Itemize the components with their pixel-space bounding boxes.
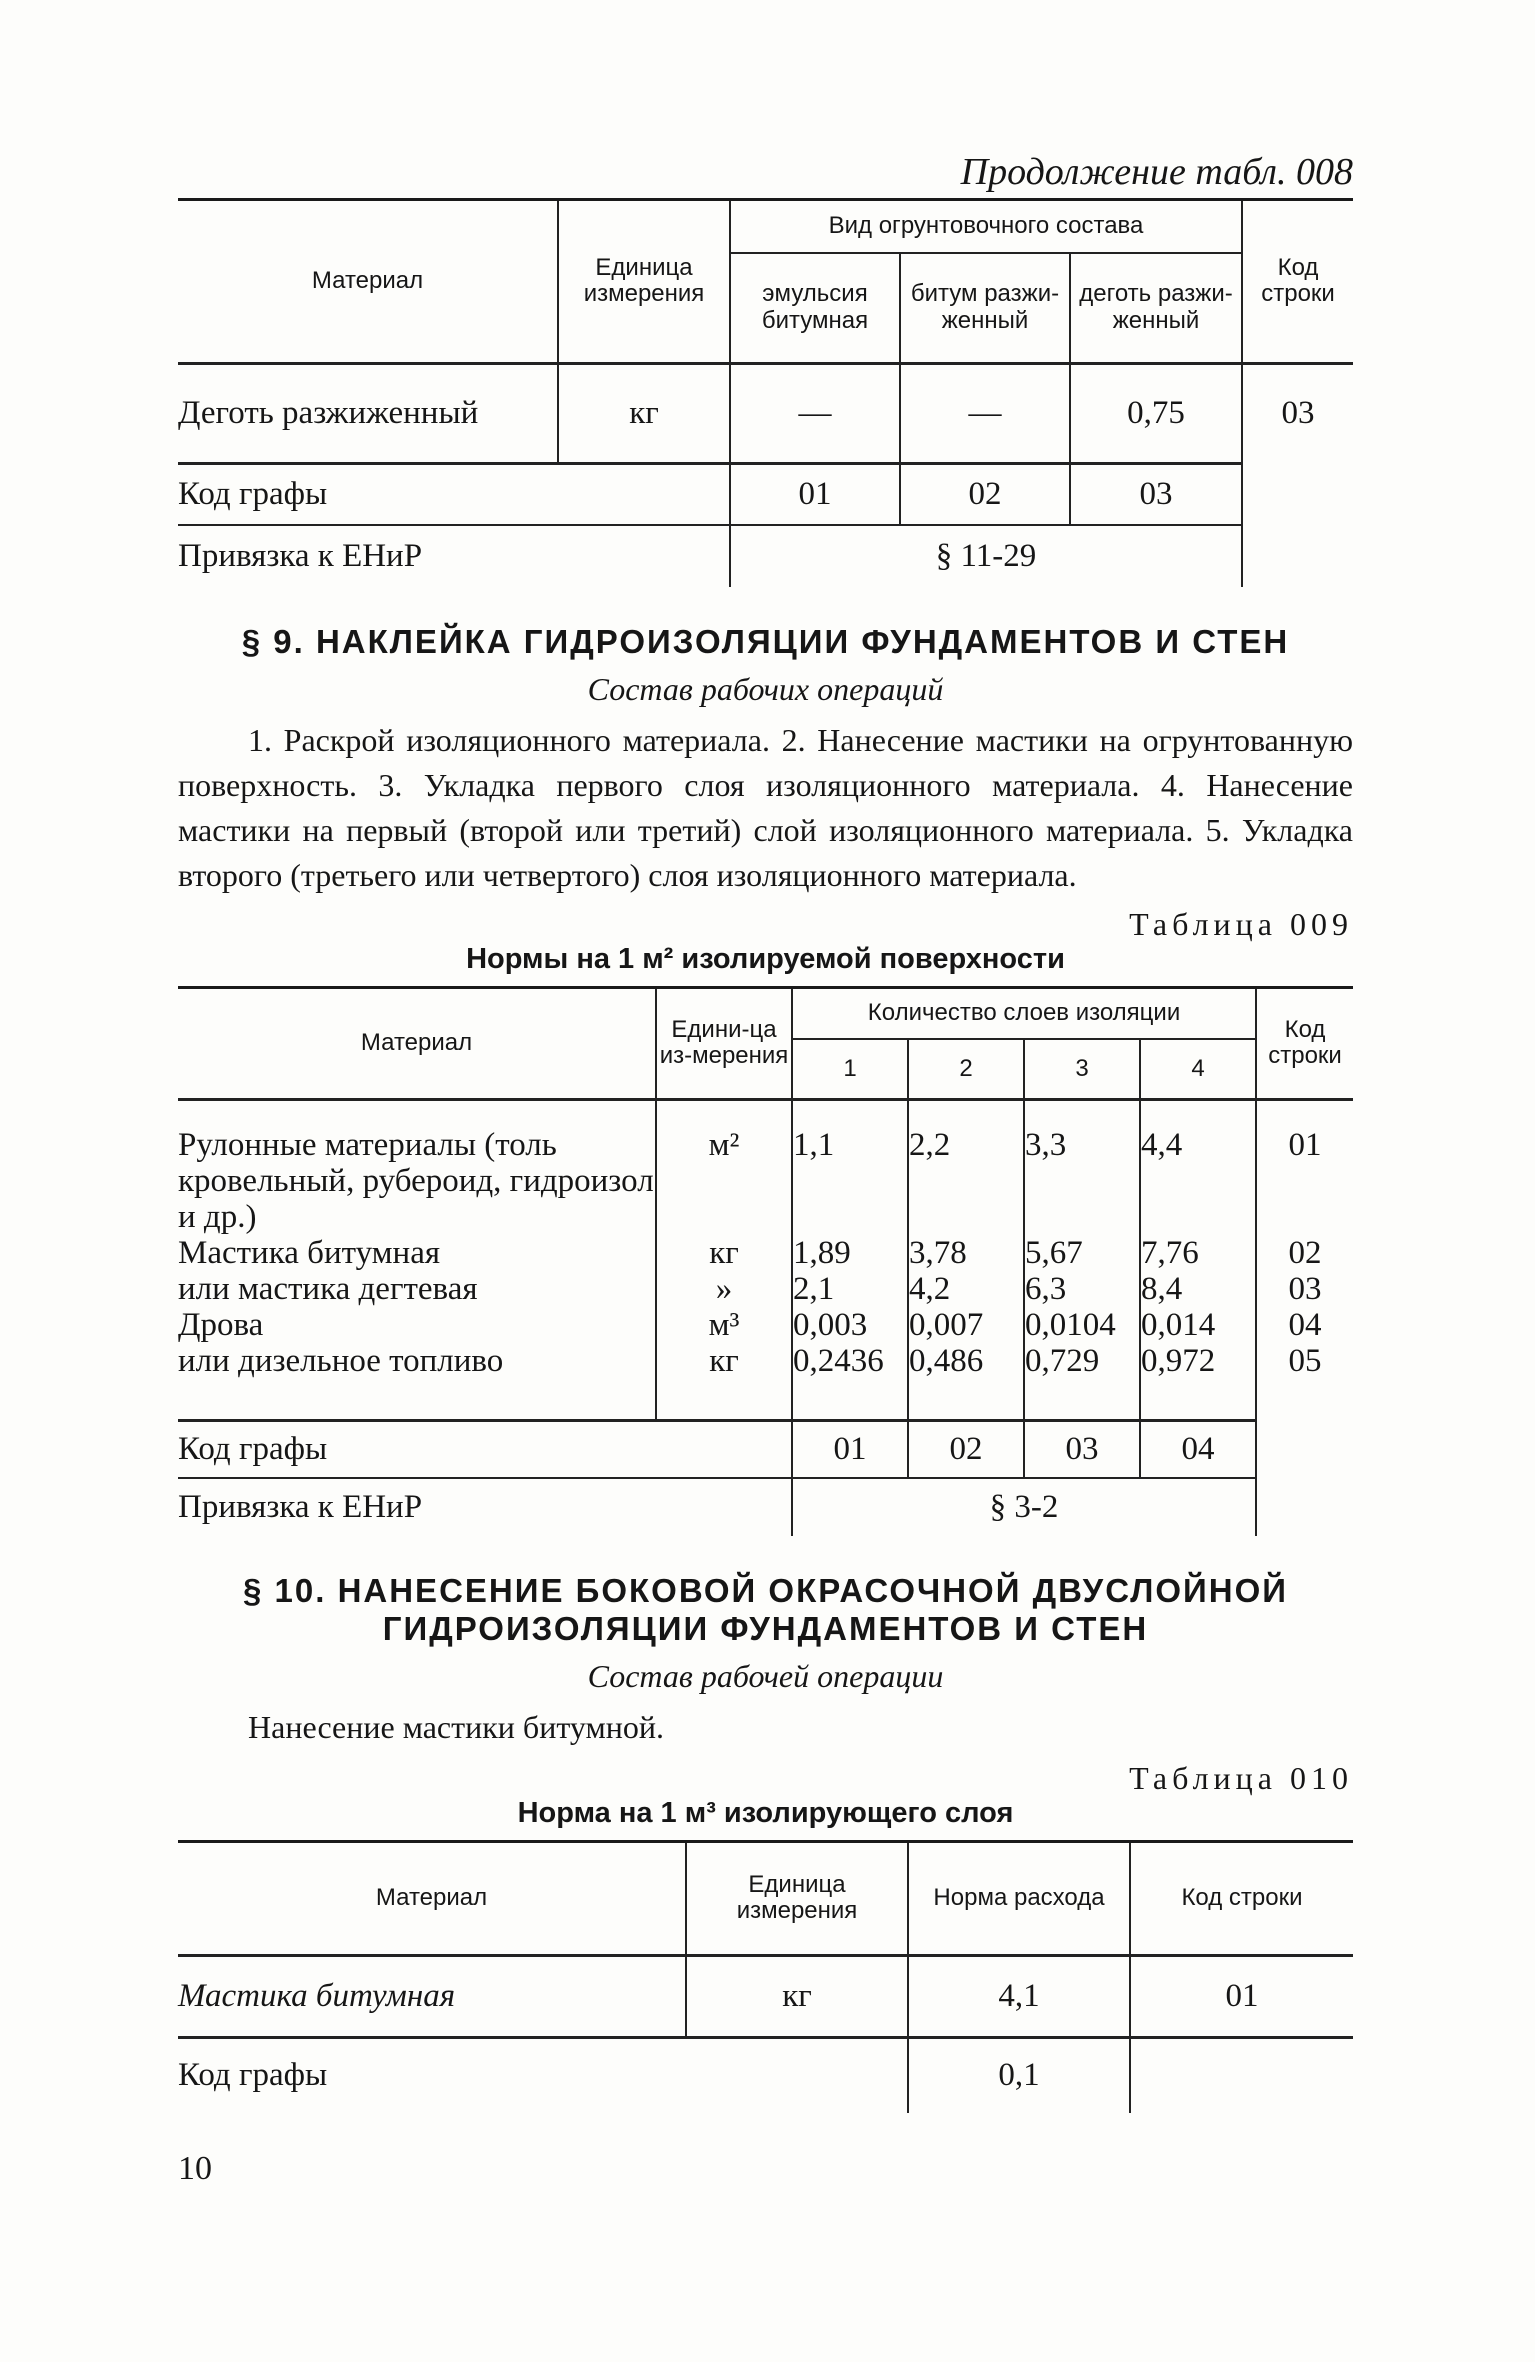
col-header-emulsion: эмульсия битумная [730, 253, 900, 363]
row-value-4: 0,014 [1140, 1307, 1256, 1343]
row-value-1: 0,2436 [792, 1343, 908, 1421]
col-header-material: Материал [311, 267, 424, 295]
col-header-layer-4: 4 [1140, 1039, 1256, 1099]
col-header-unit: Едини-ца из-мерения [656, 989, 792, 1099]
enir-link-value: § 11-29 [730, 525, 1242, 587]
row-value-2: 4,2 [908, 1271, 1024, 1307]
graph-code-value: 0,1 [908, 2037, 1130, 2113]
row-value-3: 6,3 [1024, 1271, 1140, 1307]
graph-code-4: 04 [1140, 1420, 1256, 1478]
graph-code-3: 03 [1024, 1420, 1140, 1478]
section-10-title-line-1: § 10. НАНЕСЕНИЕ БОКОВОЙ ОКРАСОЧНОЙ ДВУСЛОЙНОЙ [243, 1572, 1288, 1609]
row-unit: кг [558, 363, 730, 463]
table-row [178, 363, 1353, 463]
section-10-title-line-2: ГИДРОИЗОЛЯЦИИ ФУНДАМЕНТОВ И СТЕН [382, 1610, 1149, 1647]
col-header-norm: Норма расхода [908, 1843, 1130, 1955]
col-header-code: Код строки [1130, 1843, 1353, 1955]
row-unit: м³ [656, 1307, 792, 1343]
graph-code-1: 01 [730, 463, 900, 525]
col-header-material: Материал [375, 1884, 488, 1912]
row-material: или мастика дегтевая [178, 1270, 478, 1307]
row-code: 05 [1256, 1343, 1353, 1421]
row-value-4: 4,4 [1140, 1099, 1256, 1235]
row-code: 02 [1256, 1235, 1353, 1271]
row-material: Деготь разжиженный [178, 363, 558, 463]
row-value-1: 1,89 [792, 1235, 908, 1271]
col-header-layer-3: 3 [1024, 1039, 1140, 1099]
row-unit: кг [686, 1955, 908, 2037]
row-unit: м² [656, 1099, 792, 1235]
row-value-3: 5,67 [1024, 1235, 1140, 1271]
col-header-layers: Количество слоев изоляции [792, 989, 1256, 1039]
row-value-2: 0,486 [908, 1343, 1024, 1421]
table-row [178, 1307, 1353, 1343]
col-header-unit: Единица измерения [686, 1843, 908, 1955]
section-10-text: Нанесение мастики битумной. [248, 1709, 664, 1745]
graph-code-label: Код графы [178, 2037, 908, 2113]
section-9-subtitle: Состав рабочих операций [587, 671, 944, 707]
section-9-title: § 9. НАКЛЕЙКА ГИДРОИЗОЛЯЦИИ ФУНДАМЕНТОВ И СТЕН [241, 623, 1290, 660]
row-material: Мастика битумная [178, 1955, 686, 2037]
row-material: Рулонные материалы (толь кровельный, рубероид, гидроизол и др.) [178, 1099, 656, 1235]
row-unit: кг [656, 1235, 792, 1271]
col-header-code: Код строки [1242, 201, 1353, 363]
col-header-tar: деготь разжи-женный [1070, 253, 1242, 363]
table-010-label: Таблица 010 [1129, 1760, 1353, 1796]
row-material: Мастика битумная [178, 1234, 441, 1271]
col-header-primer-type: Вид огрунтовочного состава [730, 201, 1242, 253]
row-norm: 4,1 [908, 1955, 1130, 2037]
row-unit: кг [656, 1343, 792, 1421]
table-row [178, 1271, 1353, 1307]
table-row [178, 1955, 1353, 2037]
col-header-bitumen: битум разжи-женный [900, 253, 1070, 363]
page-number: 10 [178, 2150, 212, 2187]
table-row [178, 1235, 1353, 1271]
row-unit: » [656, 1271, 792, 1307]
col-header-unit: Единица измерения [558, 201, 730, 363]
graph-code-3: 03 [1070, 463, 1242, 525]
col-header-layer-2: 2 [908, 1039, 1024, 1099]
row-value-2: — [900, 363, 1070, 463]
table-010-caption: Норма на 1 м³ изолирующего слоя [517, 1797, 1014, 1829]
enir-link-label: Привязка к ЕНиР [178, 1478, 792, 1536]
row-value-4: 0,972 [1140, 1343, 1256, 1421]
row-value-1: 1,1 [792, 1099, 908, 1235]
table-009-caption: Нормы на 1 м² изолируемой поверхности [466, 943, 1065, 975]
row-code: 01 [1130, 1955, 1353, 2037]
row-code: 04 [1256, 1307, 1353, 1343]
table-009-label: Таблица 009 [1129, 906, 1353, 942]
enir-link-label: Привязка к ЕНиР [178, 525, 730, 587]
section-9-text: 1. Раскрой изоляционного материала. 2. Нанесение мастики на огрунтованную поверхность. 3. Укладка первого слоя изоляционного материала. 4. Нанесение мастики на первый (второй или третий) слой изоляционного материала. 5. Укладка второго (третьего или четвертого) слоя изоляционного материала. [178, 722, 1353, 893]
graph-code-2: 02 [908, 1420, 1024, 1478]
row-material: или дизельное топливо [178, 1342, 504, 1379]
row-material: Дрова [178, 1306, 264, 1343]
row-value-1: — [730, 363, 900, 463]
col-header-layer-1: 1 [792, 1039, 908, 1099]
enir-link-value: § 3-2 [792, 1478, 1256, 1536]
graph-code-2: 02 [900, 463, 1070, 525]
table-008 [178, 201, 1353, 587]
row-value-2: 0,007 [908, 1307, 1024, 1343]
table-row [178, 1099, 1353, 1235]
row-value-1: 2,1 [792, 1271, 908, 1307]
row-code: 03 [1256, 1271, 1353, 1307]
col-header-material: Материал [360, 1029, 473, 1057]
col-header-code: Код строки [1256, 989, 1353, 1099]
row-value-3: 0,0104 [1024, 1307, 1140, 1343]
row-value-4: 7,76 [1140, 1235, 1256, 1271]
row-code: 01 [1256, 1099, 1353, 1235]
graph-code-label: Код графы [178, 463, 730, 525]
row-code: 03 [1242, 363, 1353, 463]
row-value-3: 0,75 [1070, 363, 1242, 463]
row-value-3: 3,3 [1024, 1099, 1140, 1235]
row-value-4: 8,4 [1140, 1271, 1256, 1307]
section-10-subtitle: Состав рабочей операции [587, 1658, 944, 1694]
table-010 [178, 1843, 1353, 2113]
table-009 [178, 989, 1353, 1536]
table-row [178, 1343, 1353, 1421]
document-page [178, 150, 1353, 2113]
row-value-2: 3,78 [908, 1235, 1024, 1271]
table-008-continuation-title: Продолжение табл. 008 [960, 151, 1353, 193]
row-value-3: 0,729 [1024, 1343, 1140, 1421]
graph-code-1: 01 [792, 1420, 908, 1478]
row-value-1: 0,003 [792, 1307, 908, 1343]
row-value-2: 2,2 [908, 1099, 1024, 1235]
graph-code-label: Код графы [178, 1420, 792, 1478]
